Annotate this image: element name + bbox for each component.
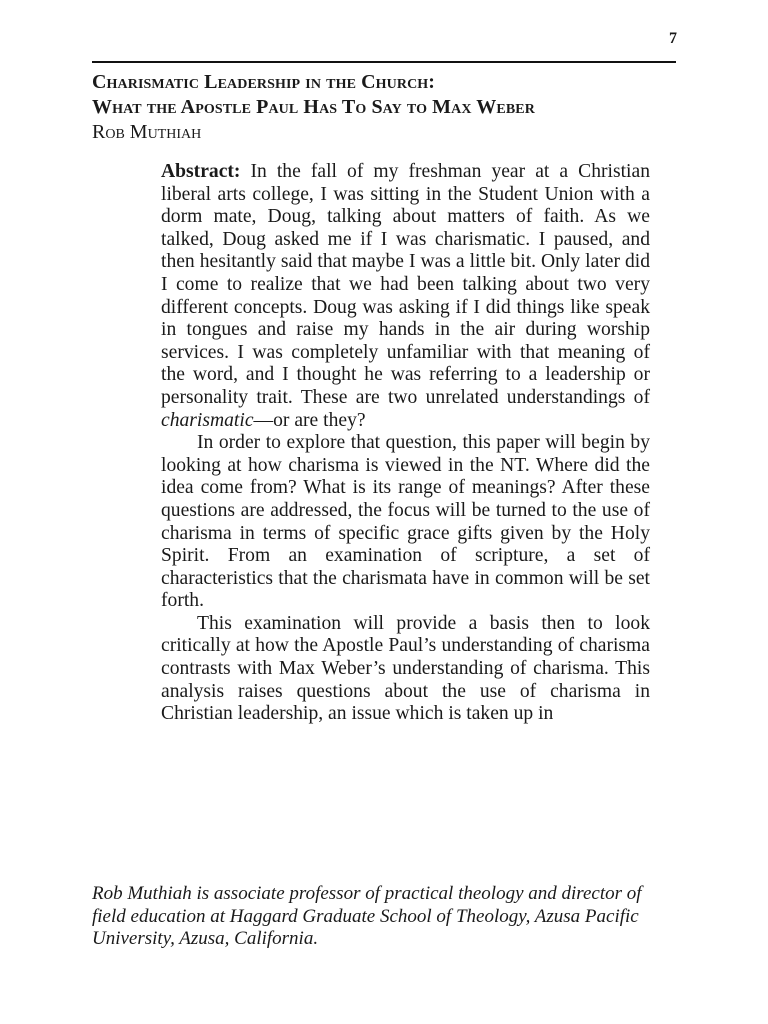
article-title-line-1: Charismatic Leadership in the Church: (92, 71, 436, 93)
abstract-text-part-1: In the fall of my freshman year at a Christian liberal arts college, I was sitting in the Student Union with a dorm mate, Doug, talking about matters of faith. As we talked, Doug asked me if I was charismatic. I paused, and then hesitantly said that maybe I was a little bit. Only later did I come to realize that we had been talking about two very different concepts. Doug was asking if I did things like speak in tongues and raise my hands in the air during worship services. I was completely unfamiliar with that meaning of the word, and I thought he was referring to a leadership or personality trait. These are two unrelated understandings of (161, 161, 650, 408)
article-header (92, 70, 682, 145)
article-title-line-2: What the Apostle Paul Has To Say to Max Weber (92, 96, 535, 118)
abstract-paragraph-2: In order to explore that question, this paper will begin by looking at how charisma is viewed in the NT. Where did the idea come from? What is its range of meanings? After these questions are addressed, the focus will be turned to the use of charisma in terms of specific grace gifts given by the Holy Spirit. From an examination of scripture, a set of characteristics that the charismata have in common will be set forth. (161, 432, 650, 612)
abstract-text-part-2: —or are they? (253, 409, 366, 431)
page-number: 7 (669, 30, 677, 47)
abstract-label: Abstract: (161, 161, 241, 182)
article-author: Rob Muthiah (92, 121, 202, 143)
abstract-section (161, 161, 650, 726)
abstract-paragraph-1 (161, 161, 650, 432)
author-footnote: Rob Muthiah is associate professor of practical theology and director of field education at Haggard Graduate School of Theology, Azusa Pacific University, Azusa, California. (92, 883, 642, 949)
abstract-paragraph-3: This examination will provide a basis then to look critically at how the Apostle Paul’s understanding of charisma contrasts with Max Weber’s understanding of charisma. This analysis raises questions about the use of charisma in Christian leadership, an issue which is taken up in (161, 612, 650, 725)
abstract-emphasis: charismatic (161, 409, 254, 431)
header-rule (92, 61, 676, 63)
